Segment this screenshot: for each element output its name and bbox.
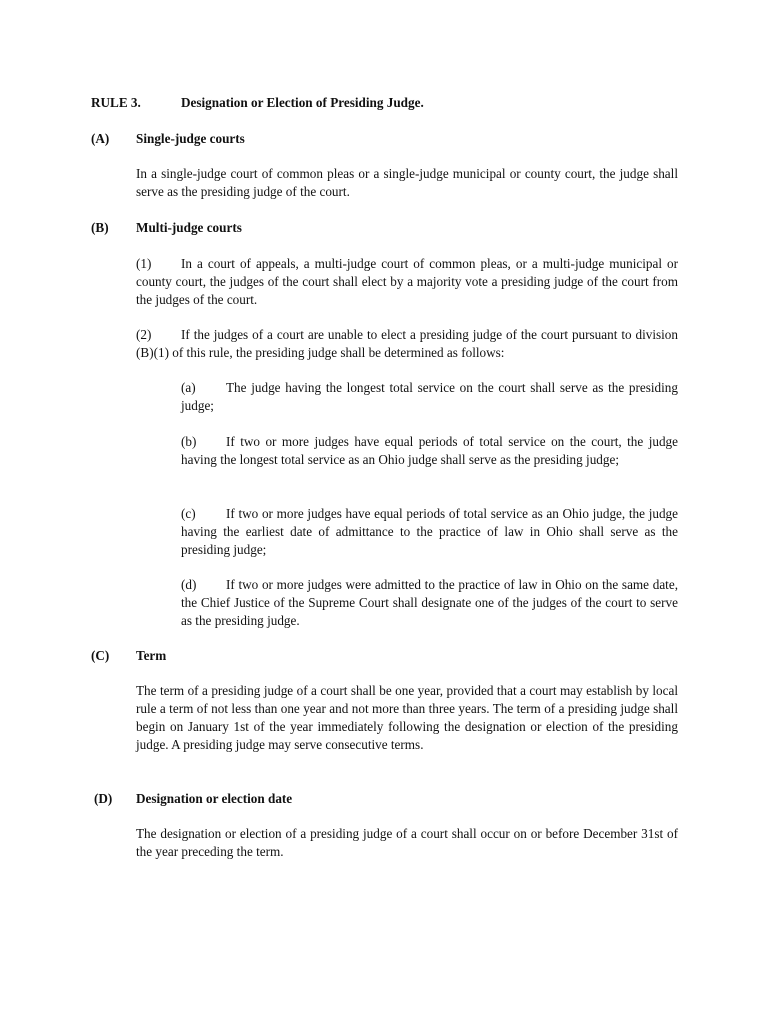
paragraph-number: (2) <box>136 327 152 342</box>
subparagraph-number: (d) <box>181 577 197 592</box>
subparagraph-text: If two or more judges have equal periods of total service as an Ohio judge, the judge having the earliest date of admittance to the practice of law in Ohio shall serve as the presiding judge; <box>181 506 678 557</box>
section-c-label: (C) <box>91 648 110 663</box>
subparagraph-number: (c) <box>181 506 196 521</box>
subparagraph-c <box>181 505 678 559</box>
subparagraph-number: (b) <box>181 434 197 449</box>
rule-number: RULE 3. <box>91 95 141 110</box>
section-d-paragraph: The designation or election of a presiding judge of a court shall occur on or before December 31st of the year preceding the term. <box>136 826 678 859</box>
paragraph-text: If the judges of a court are unable to elect a presiding judge of the court pursuant to division (B)(1) of this rule, the presiding judge shall be determined as follows: <box>136 327 678 360</box>
section-d-heading: Designation or election date <box>136 791 293 806</box>
section-c-heading: Term <box>136 648 167 663</box>
subparagraph-text: The judge having the longest total service on the court shall serve as the presiding judge; <box>181 380 678 413</box>
section-b-label: (B) <box>91 220 109 235</box>
subparagraph-number: (a) <box>181 380 196 395</box>
section-b-heading: Multi-judge courts <box>136 220 242 235</box>
subparagraph-b <box>181 433 678 469</box>
subparagraph-text: If two or more judges have equal periods of total service on the court, the judge having the longest total service as an Ohio judge shall serve as the presiding judge; <box>181 434 678 467</box>
section-a-heading: Single-judge courts <box>136 131 245 146</box>
rule-title: Designation or Election of Presiding Judge. <box>181 95 424 110</box>
subparagraph-text: If two or more judges were admitted to the practice of law in Ohio on the same date, the Chief Justice of the Supreme Court shall designate one of the judges of the court to serve as the presiding judge. <box>181 577 678 628</box>
paragraph-text: In a court of appeals, a multi-judge court of common pleas, or a multi-judge municipal or county court, the judges of the court shall elect by a majority vote a presiding judge of the court from the judges of the court. <box>136 256 678 307</box>
subparagraph-a <box>181 379 678 415</box>
section-b-paragraph-1 <box>136 255 678 309</box>
subparagraph-d <box>181 576 678 630</box>
section-a-label: (A) <box>91 131 110 146</box>
paragraph-number: (1) <box>136 256 152 271</box>
section-b-paragraph-2 <box>136 326 678 362</box>
section-d-label: (D) <box>94 791 113 806</box>
section-a-paragraph: In a single-judge court of common pleas or a single-judge municipal or county court, the judge shall serve as the presiding judge of the court. <box>136 166 678 199</box>
section-c-paragraph: The term of a presiding judge of a court shall be one year, provided that a court may establish by local rule a term of not less than one year and not more than three years. The term of a presiding judge shall begin on January 1st of the year immediately following the designation or election of the presiding judge. A presiding judge may serve consecutive terms. <box>136 683 678 752</box>
